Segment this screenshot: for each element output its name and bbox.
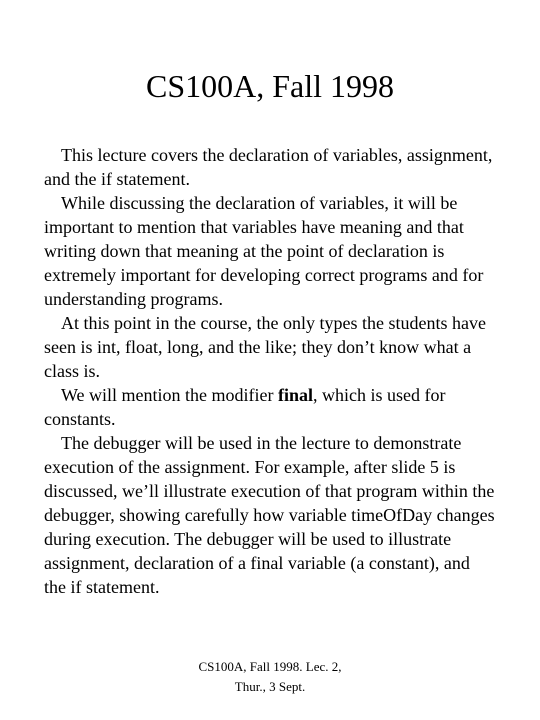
footer-line-2: Thur., 3 Sept. [234,679,306,694]
slide-title: CS100A, Fall 1998 [145,68,395,104]
final-text-after: , which is used for constants. [44,385,446,429]
final-text-before: We will mention the modifier [61,385,279,405]
slide-body [44,143,496,599]
paragraph-lecture-topics: This lecture covers the declaration of variables, assignment, and the if statement. [44,145,493,189]
final-keyword: final [278,385,314,405]
paragraph-final-modifier [44,383,496,431]
slide-footer [160,657,380,697]
paragraph-variable-meaning: While discussing the declaration of variables, it will be important to mention that variables have meaning and that writing down that meaning at the point of declaration is extremely important for developing correct programs and for understanding programs. [44,193,484,309]
paragraph-types-seen: At this point in the course, the only types the students have seen is int, float, long, and the like; they don’t know what a class is. [44,313,486,381]
footer-line-1: CS100A, Fall 1998. Lec. 2, [198,659,342,674]
paragraph-debugger: The debugger will be used in the lecture to demonstrate execution of the assignment. For example, after slide 5 is discussed, we’ll illustrate execution of that program within the debugger, showing carefully how variable timeOfDay changes during execution. The debugger will be used to illustrate assignment, declaration of a final variable (a constant), and the if statement. [44,433,495,597]
